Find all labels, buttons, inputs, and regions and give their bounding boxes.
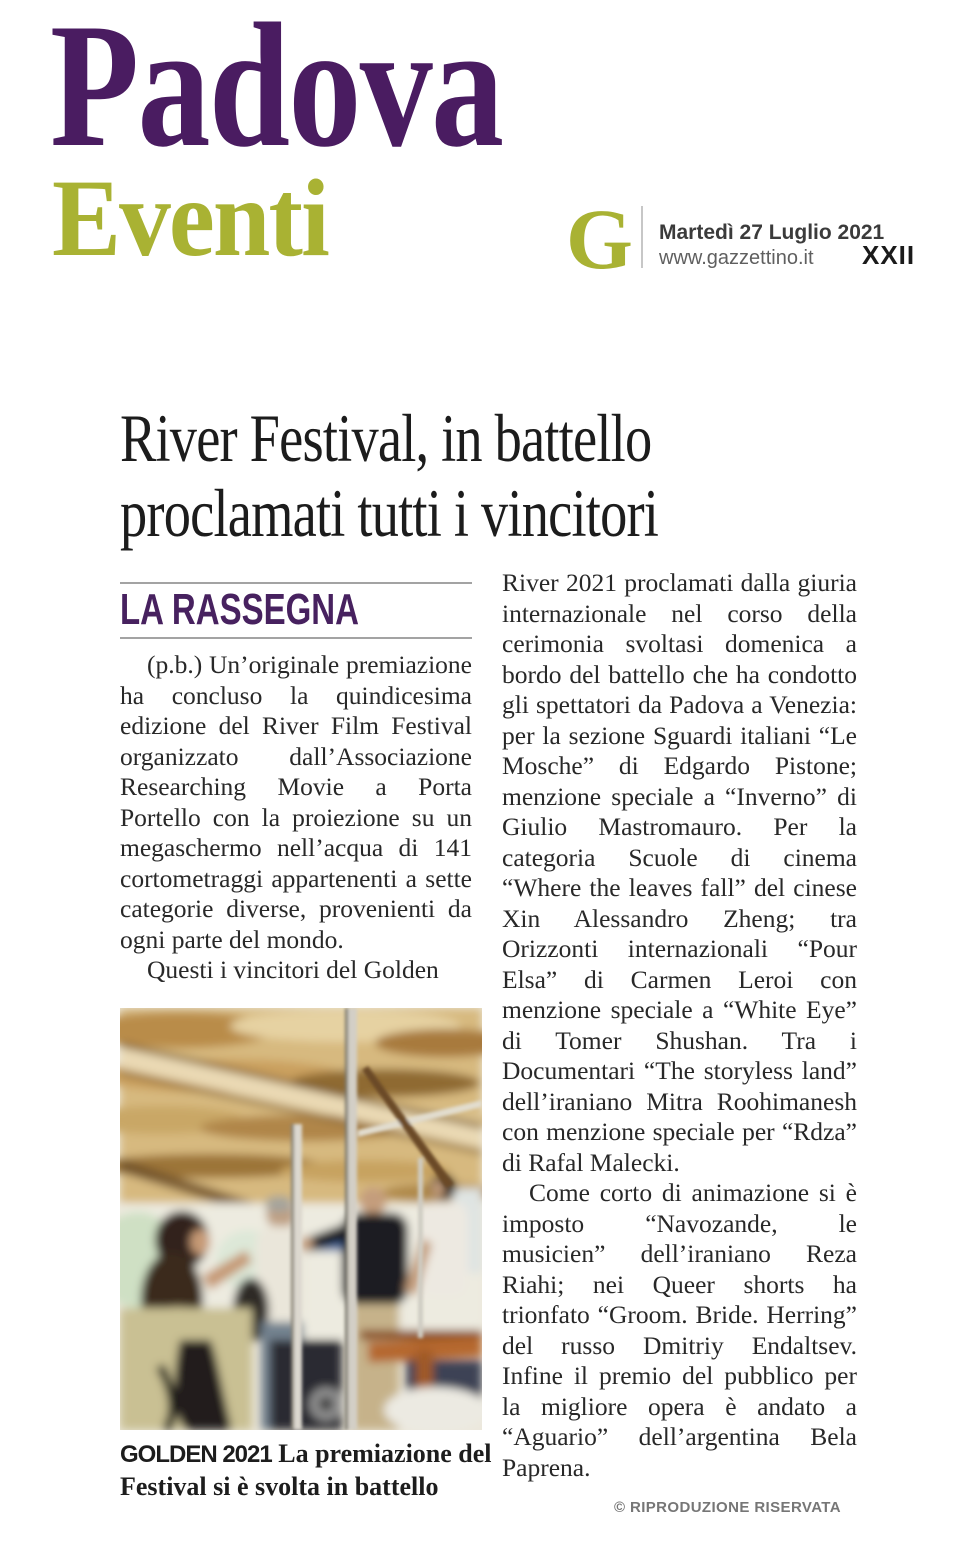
article-column-left <box>120 650 472 986</box>
kicker-label: LA RASSEGNA <box>120 585 359 634</box>
masthead-section-title: Eventi <box>52 157 328 279</box>
festival-photo <box>120 1008 482 1430</box>
gazzettino-logo-icon: G <box>566 191 633 287</box>
paragraph: Questi i vincitori del Golden <box>147 955 439 984</box>
festival-photo-illustration <box>120 1008 482 1430</box>
paragraph: (p.b.) Un’originale premiazione ha concluso la quindicesima edizione del River Film Festival organizzato dall’Associazione Researching Movie a Porta Portello con la proiezione su un megaschermo nell’acqua di 141 cortometraggi appartenenti a sette categorie diverse, provenienti da ogni parte del mondo. <box>120 650 472 954</box>
copyright-notice: © RIPRODUZIONE RISERVATA <box>613 1499 841 1516</box>
caption-text: La premiazione del Festival si è svolta in battello <box>120 1439 492 1501</box>
caption-label: GOLDEN 2021 <box>120 1441 272 1468</box>
paragraph: Come corto di animazione si è imposto “Navozande, le musicien” dell’iraniano Reza Riahi; nei Queer shorts ha trionfato “Groom. Bride. Herring” del russo Dmitriy Endaltsev. Infine il premio del pubblico per la migliore opera è andato a “Aguario” dell’argentina Bela Paprena. <box>502 1178 857 1482</box>
issue-date: Martedì 27 Luglio 2021 <box>659 221 885 244</box>
photo-caption <box>120 1438 492 1503</box>
headline-line-2: proclamati tutti i vincitori <box>120 474 659 551</box>
website-url: www.gazzettino.it <box>659 247 814 269</box>
kicker-box <box>120 582 472 639</box>
page-number: XXII <box>862 240 916 270</box>
article-column-right <box>502 568 857 1524</box>
paragraph: River 2021 proclamati dalla giuria internazionale nel corso della cerimonia svoltasi domenica a bordo del battello che ha condotto gli spettatori da Padova a Venezia: per la sezione Sguardi italiani “Le Mosche” di Edgardo Pistone; menzione speciale a “Inverno” di Giulio Mastromauro. Per la categoria Scuole di cinema “Where the leaves fall” del cinese Xin Alessandro Zheng; tra Orizzonti internazionali “Pour Elsa” di Carmen Leroi con menzione speciale a “White Eye” di Tomer Shushan. Tra i Documentari “The storyless land” dell’iraniano Mitra Roohimanesh con menzione speciale per “Rdza” di Rafal Malecki. <box>502 568 857 1177</box>
masthead-divider <box>641 206 643 268</box>
headline-line-1: River Festival, in battello <box>120 400 652 476</box>
article-headline <box>120 401 808 551</box>
masthead-city-title: Padova <box>50 0 503 184</box>
